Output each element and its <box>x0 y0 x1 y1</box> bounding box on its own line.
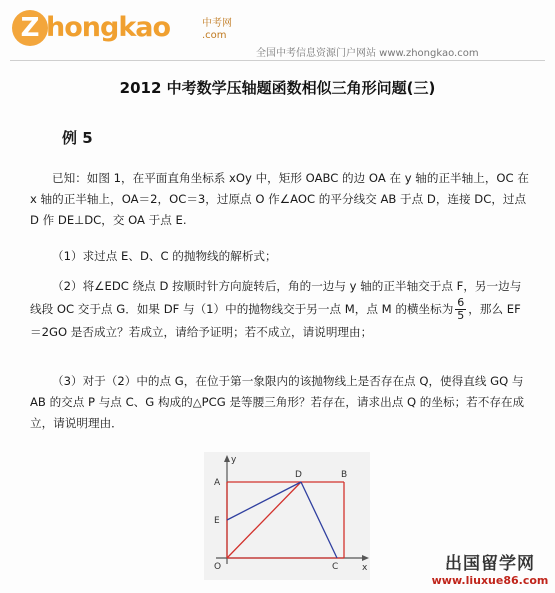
logo-chinese: 中考网 <box>202 18 232 29</box>
question-1 <box>30 246 530 267</box>
logo-badge: Z <box>12 10 48 46</box>
label-x: x <box>362 563 368 573</box>
example-label: 例 5 <box>62 129 93 147</box>
logo-domain: .com <box>202 30 227 41</box>
problem-text: 已知：如图 1，在平面直角坐标系 xOy 中，矩形 OABC 的边 OA 在 y 轴的正半轴上，OC 在 x 轴的正半轴上，OA＝2，OC＝3，过原点 O 作∠AOC 的平分线交 AB 于点 D，连接 DC，过点 D 作 DE⊥DC，交 OA 于点 E. <box>30 171 529 227</box>
label-y: y <box>231 455 237 465</box>
segment-de <box>227 482 301 520</box>
watermark-chinese: 出国留学网 <box>445 554 535 574</box>
question-1-text: （1）求过点 E、D、C 的抛物线的解析式； <box>52 249 277 263</box>
label-d: D <box>295 470 302 480</box>
figure-diagram <box>204 452 370 580</box>
question-2-text-b: ，那么 EF＝2GO 是否成立？若成立，请给予证明；若不成立，请说明理由； <box>30 302 521 339</box>
article-title: 2012 中考数学压轴题函数相似三角形问题(三) <box>119 79 436 97</box>
question-3-text: （3）对于（2）中的点 G，在位于第一象限内的该抛物线上是否存在点 Q，使得直线 GQ 与 AB 的交点 P 与点 C、G 构成的△PCG 是等腰三角形？若存在，请求出点 Q 的坐标；若不存在成立，请说明理由． <box>30 374 525 430</box>
label-b: B <box>341 470 348 480</box>
header-divider <box>10 60 545 61</box>
fraction-denominator: 5 <box>457 309 465 322</box>
segment-dc <box>301 482 337 558</box>
liuxue86-watermark[interactable] <box>425 554 555 593</box>
fraction-numerator: 6 <box>457 296 465 309</box>
question-3 <box>30 371 530 434</box>
label-o: O <box>214 562 222 572</box>
label-a: A <box>214 478 221 488</box>
y-axis-arrow <box>224 455 230 462</box>
label-c: C <box>332 562 339 572</box>
site-slogan: 全国中考信息资源门户网站 www.zhongkao.com <box>256 48 479 59</box>
question-2 <box>30 276 530 343</box>
fraction-six-fifths <box>455 297 466 322</box>
label-e: E <box>214 516 220 526</box>
watermark-url: www.liuxue86.com <box>431 574 549 587</box>
segment-od <box>227 482 301 558</box>
zhongkao-logo[interactable] <box>12 8 252 48</box>
problem-statement <box>30 168 530 231</box>
logo-wordmark: hongkao <box>46 12 171 43</box>
x-axis-arrow <box>362 555 369 561</box>
figure-1 <box>204 452 370 580</box>
question-2-text-a: （2）将∠EDC 绕点 D 按顺时针方向旋转后，角的一边与 y 轴的正半轴交于点 F，另一边与线段 OC 交于点 G．如果 DF 与（1）中的抛物线交于另一点 M，点 M 的横坐标为 <box>30 279 522 316</box>
